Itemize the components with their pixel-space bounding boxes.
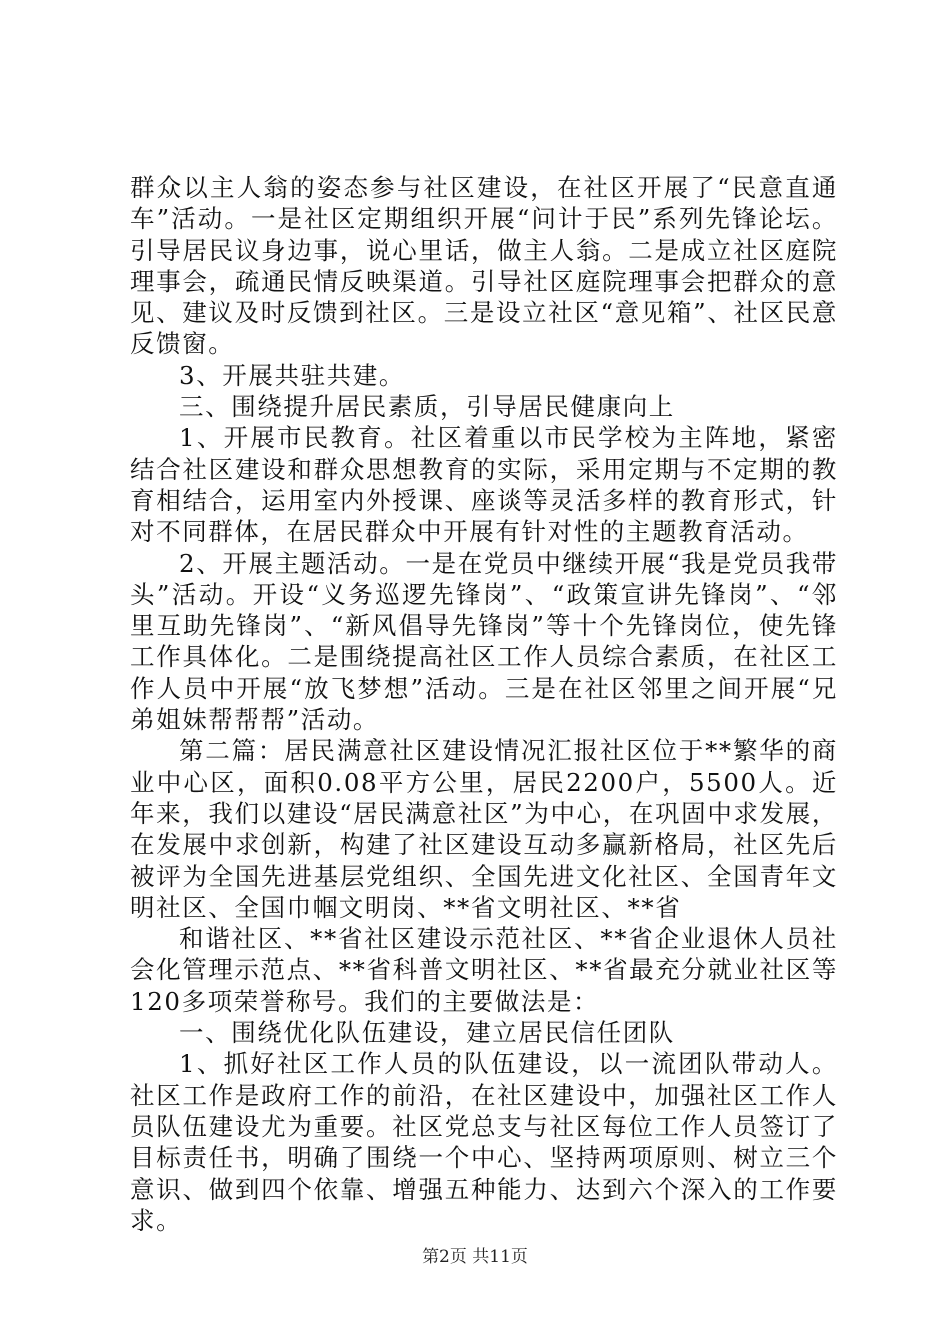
section-heading-1: 一、围绕优化队伍建设，建立居民信任团队 (179, 1018, 675, 1048)
document-body (130, 172, 838, 1236)
paragraph-4: 1、开展市民教育。社区着重以市民学校为主阵地，紧密结合社区建设和群众思想教育的实际，采用定期与不定期的教育相结合，运用室内外授课、座谈等灵活多样的教育形式，针对不同群体，在居民群众中开展有针对性的主题教育活动。 (130, 423, 838, 547)
paragraph-5: 2、开展主题活动。一是在党员中继续开展“我是党员我带头”活动。开设“义务巡逻先锋岗”、“政策宣讲先锋岗”、“邻里互助先锋岗”、“新风倡导先锋岗”等十个先锋岗位，使先锋工作具体化。二是围绕提高社区工作人员综合素质，在社区工作人员中开展“放飞梦想”活动。三是在社区邻里之间开展“兄弟姐妹帮帮帮”活动。 (130, 548, 838, 735)
paragraph-2: 3、开展共驻共建。 (179, 360, 405, 390)
paragraph-6: 第二篇：居民满意社区建设情况汇报社区位于**繁华的商业中心区，面积0.08平方公里，居民2200户，5500人。近年来，我们以建设“居民满意社区”为中心，在巩固中求发展，在发展中求创新，构建了社区建设互动多赢新格局，社区先后被评为全国先进基层党组织、全国先进文化社区、全国青年文明社区、全国巾帼文明岗、**省文明社区、**省 (130, 736, 838, 922)
page-number-footer: 第2页 共11页 (422, 1247, 528, 1267)
paragraph-1: 群众以主人翁的姿态参与社区建设，在社区开展了“民意直通车”活动。一是社区定期组织开展“问计于民”系列先锋论坛。引导居民议身边事，说心里话，做主人翁。二是成立社区庭院理事会，疏通民情反映渠道。引导社区庭院理事会把群众的意见、建议及时反馈到社区。三是设立社区“意见箱”、社区民意反馈窗。 (130, 173, 838, 359)
section-heading-3: 三、围绕提升居民素质，引导居民健康向上 (179, 392, 675, 422)
paragraph-7: 和谐社区、**省社区建设示范社区、**省企业退休人员社会化管理示范点、**省科普文明社区、**省最充分就业社区等120多项荣誉称号。我们的主要做法是： (130, 924, 838, 1016)
paragraph-9: 1、抓好社区工作人员的队伍建设，以一流团队带动人。社区工作是政府工作的前沿，在社区建设中，加强社区工作人员队伍建设尤为重要。社区党总支与社区每位工作人员签订了目标责任书，明确了围绕一个中心、坚持两项原则、树立三个意识、做到四个依靠、增强五种能力、达到六个深入的工作要求。 (130, 1049, 838, 1235)
